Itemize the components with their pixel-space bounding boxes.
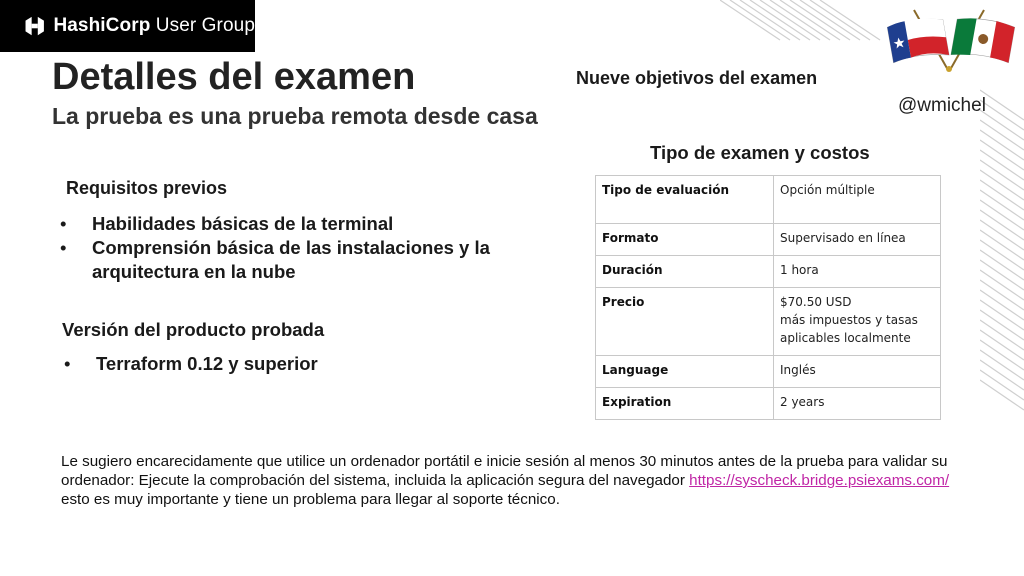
hashicorp-logo-icon	[24, 12, 45, 40]
version-text: Terraform 0.12 y superior	[96, 353, 318, 374]
table-value: Opción múltiple	[774, 176, 941, 224]
bullet-icon: •	[60, 213, 67, 234]
logo-suffix: User Group	[150, 15, 255, 36]
prerequisites-heading: Requisitos previos	[66, 178, 228, 198]
exam-table	[595, 175, 941, 420]
recommendation-note	[61, 452, 961, 509]
prerequisites-list	[60, 212, 520, 284]
decorative-lines-right	[980, 80, 1024, 460]
table-key: Formato	[596, 224, 774, 256]
table-key: Duración	[596, 256, 774, 288]
logo-brand: HashiCorp	[53, 15, 151, 36]
bullet-icon: •	[64, 353, 71, 374]
table-row	[596, 176, 941, 224]
table-key: Tipo de evaluación	[596, 176, 774, 224]
prerequisite-text: Habilidades básicas de la terminal	[92, 213, 394, 234]
table-row	[596, 388, 941, 420]
list-item	[60, 212, 520, 236]
page-subtitle: La prueba es una prueba remota desde casa	[52, 103, 538, 129]
note-text: Le sugiero encarecidamente que utilice un ordenador portátil e inicie sesión al menos 30 minutos antes de la prueba para validar su ordenador: Ejecute la comprobación del sistema, incluida la aplicación segura del navegador	[61, 453, 948, 489]
table-row	[596, 224, 941, 256]
list-item	[64, 352, 464, 376]
author-handle: @wmichel	[898, 95, 986, 116]
objectives-heading: Nueve objetivos del examen	[576, 68, 818, 88]
logo-text	[53, 15, 255, 37]
page-title: Detalles del examen	[52, 56, 416, 98]
version-list	[64, 352, 464, 376]
table-key: Precio	[596, 288, 774, 356]
hashicorp-user-group-logo	[0, 0, 255, 52]
table-value: 1 hora	[774, 256, 941, 288]
table-key: Expiration	[596, 388, 774, 420]
list-item	[60, 236, 520, 284]
table-row	[596, 288, 941, 356]
table-key: Language	[596, 356, 774, 388]
table-value: $70.50 USD más impuestos y tasas aplicables localmente	[774, 288, 941, 356]
note-text-after: esto es muy importante y tiene un problema para llegar al soporte técnico.	[61, 491, 560, 508]
table-row	[596, 356, 941, 388]
exam-table-title: Tipo de examen y costos	[650, 142, 870, 163]
table-value: 2 years	[774, 388, 941, 420]
table-value: Inglés	[774, 356, 941, 388]
bullet-icon: •	[60, 237, 67, 258]
version-heading: Versión del producto probada	[62, 319, 325, 340]
texas-mexico-flags-icon	[884, 6, 1018, 78]
table-value: Supervisado en línea	[774, 224, 941, 256]
syscheck-link[interactable]: https://syscheck.bridge.psiexams.com/	[689, 472, 950, 489]
prerequisite-text: Comprensión básica de las instalaciones y la arquitectura en la nube	[92, 237, 490, 282]
table-row	[596, 256, 941, 288]
